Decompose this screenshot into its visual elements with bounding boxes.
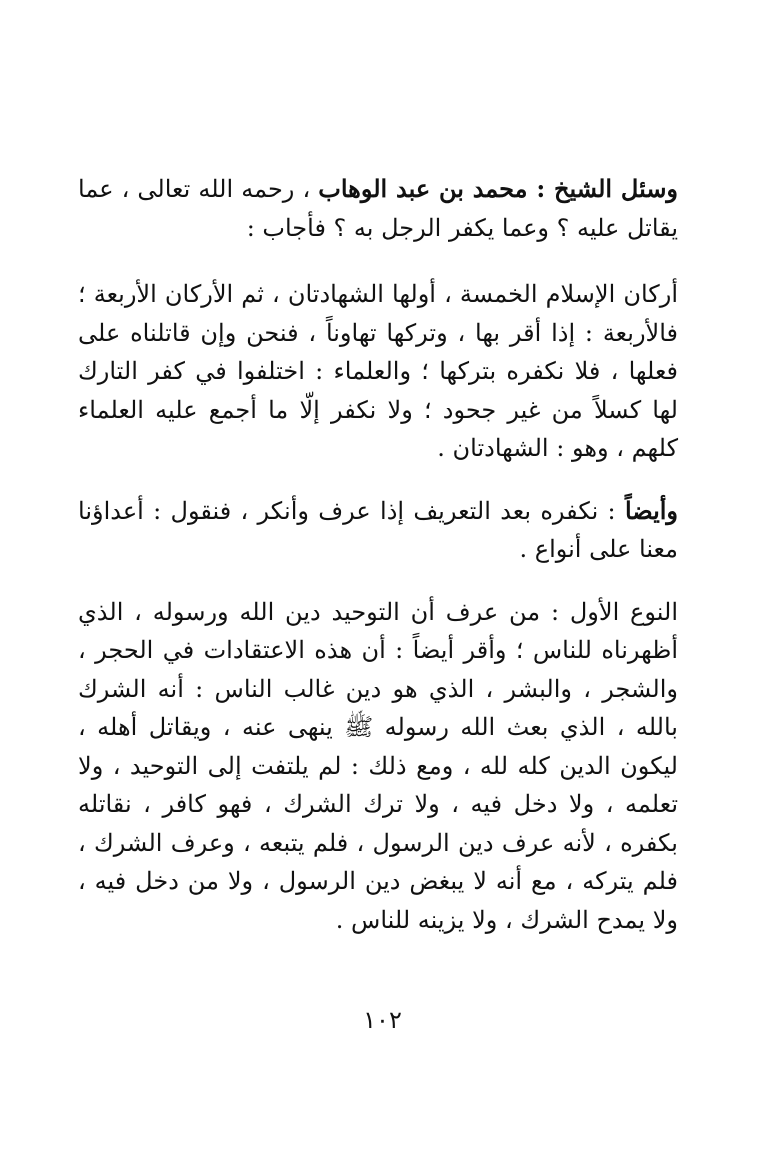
question-lead: وسئل الشيخ : — [527, 174, 679, 203]
page-number: ١٠٢ — [363, 1006, 402, 1034]
also-text: : نكفره بعد التعريف إذا عرف وأنكر ، فنقول : أعداؤنا معنا على أنواع . — [78, 496, 678, 563]
page-body — [78, 170, 678, 939]
paragraph-pillars: أركان الإسلام الخمسة ، أولها الشهادتان ، ثم الأركان الأربعة ؛ فالأربعة : إذا أقر بها ، وتركها تهاوناً ، فنحن وإن قاتلناه على فعلها ، فلا نكفره بتركها ؛ والعلماء : اختلفوا في كفر التارك لها كسلاً من غير جحود ؛ ولا نكفر إلّا ما أجمع عليه العلماء كلهم ، وهو : الشهادتان . — [78, 280, 678, 462]
question-text: ، رحمه الله تعالى ، عما يقاتل عليه ؟ وعما يكفر الرجل به ؟ فأجاب : — [78, 175, 678, 242]
sheikh-name: محمد بن عبد الوهاب — [318, 174, 528, 203]
also-lead: وأيضاً — [624, 495, 678, 525]
paragraph-first-type: النوع الأول : من عرف أن التوحيد دين الله ورسوله ، الذي أظهرناه للناس ؛ وأقر أيضاً : أن هذه الاعتقادات في الحجر ، والشجر ، والبشر ، الذي هو دين غالب الناس : أنه الشرك بالله ، الذي بعث الله رسوله ﷺ ينهى عنه ، ويقاتل أهله ، ليكون الدين كله لله ، ومع ذلك : لم يلتفت إلى التوحيد ، ولا تعلمه ، ولا دخل فيه ، ولا ترك الشرك ، فهو كافر ، نقاتله بكفره ، لأنه عرف دين الرسول ، فلم يتبعه ، وعرف الشرك ، فلم يتركه ، مع أنه لا يبغض دين الرسول ، ولا من دخل فيه ، ولا يمدح الشرك ، ولا يزينه للناس . — [78, 597, 678, 934]
paragraph-also — [78, 492, 678, 569]
paragraph-question — [78, 170, 678, 247]
